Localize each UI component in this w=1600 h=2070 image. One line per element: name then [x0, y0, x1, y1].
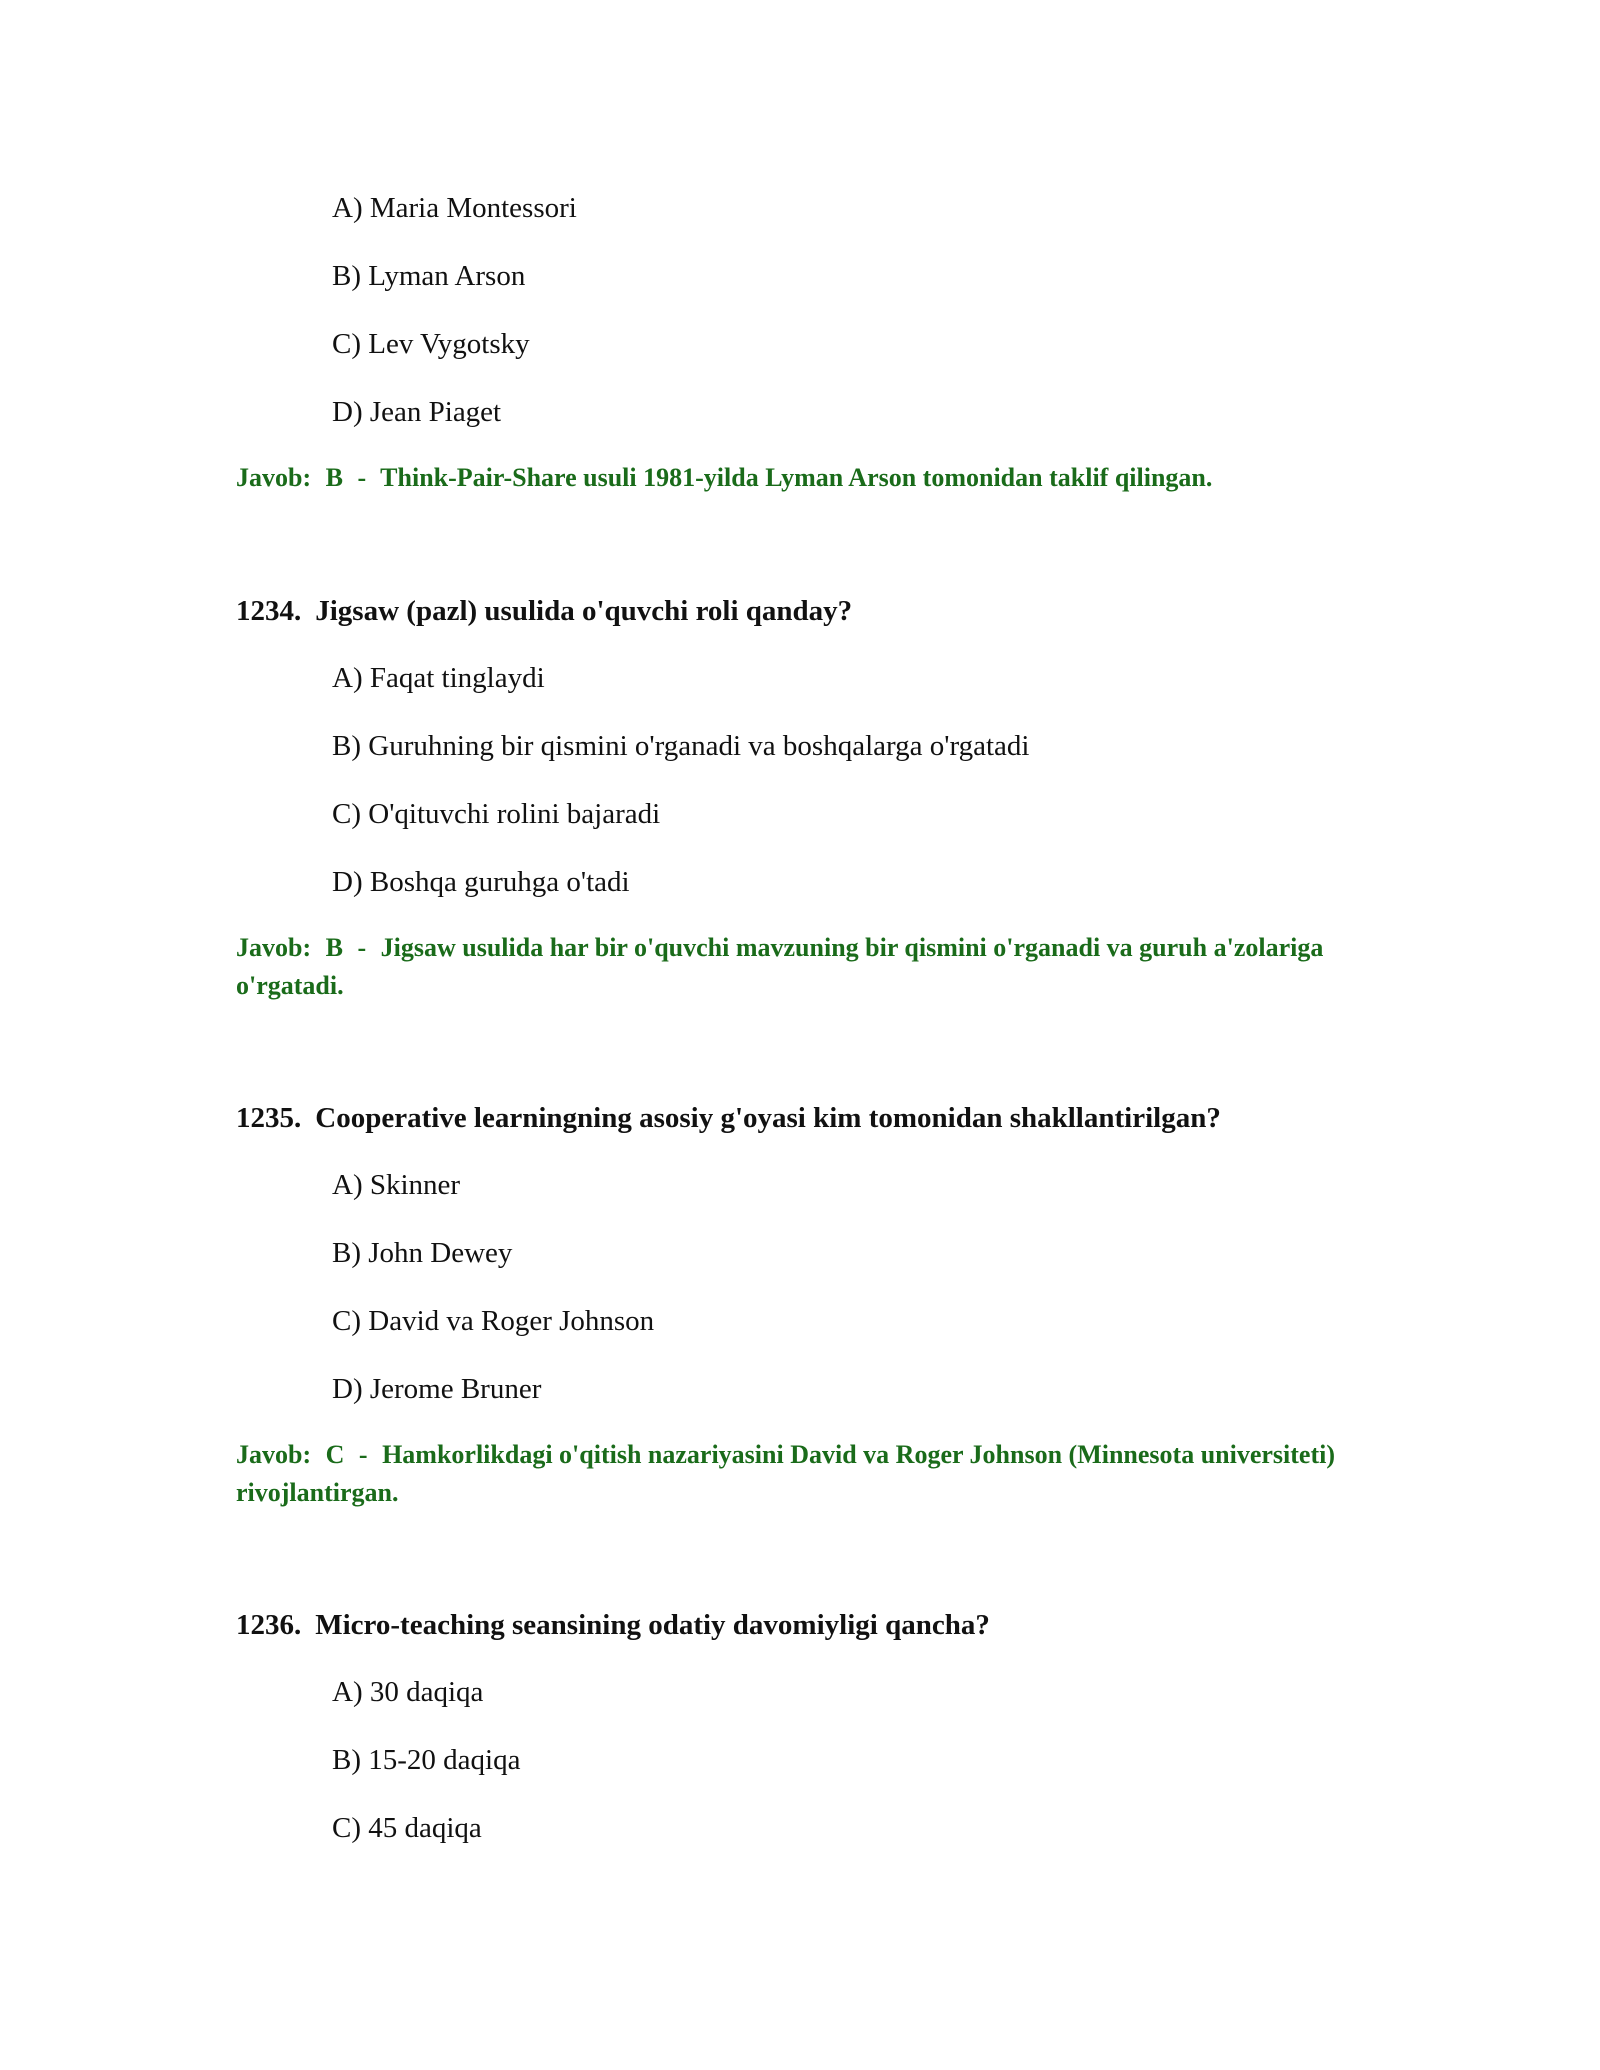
option-d: D) Boshqa guruhga o'tadi — [332, 866, 630, 898]
answer-explanation — [236, 459, 1356, 497]
answer-label: Javob: — [236, 1440, 312, 1469]
question-text: Jigsaw (pazl) usulida o'quvchi roli qanday? — [315, 595, 853, 627]
answer-letter: C — [325, 1440, 345, 1469]
option-a: A) Skinner — [332, 1169, 461, 1201]
option-b: B) 15-20 daqiqa — [332, 1744, 521, 1776]
option-c: C) David va Roger Johnson — [332, 1305, 655, 1337]
answer-letter: B — [325, 463, 343, 492]
answer-explanation — [236, 929, 1356, 1005]
answer-text: Jigsaw usulida har bir o'quvchi mavzuning bir qismini o'rganadi va guruh a'zolariga o'rgatadi. — [236, 933, 1324, 1000]
option-c: C) Lev Vygotsky — [332, 328, 530, 360]
answer-label: Javob: — [236, 933, 312, 962]
option-d: D) Jean Piaget — [332, 396, 502, 428]
option-b: B) Lyman Arson — [332, 260, 526, 292]
answer-separator: - — [357, 933, 367, 962]
answer-text: Hamkorlikdagi o'qitish nazariyasini David va Roger Johnson (Minnesota universiteti) rivojlantirgan. — [236, 1440, 1336, 1507]
answer-text: Think-Pair-Share usuli 1981-yilda Lyman Arson tomonidan taklif qilingan. — [380, 463, 1213, 492]
question-heading — [236, 593, 852, 629]
option-c: C) O'qituvchi rolini bajaradi — [332, 798, 661, 830]
question-number: 1236. — [236, 1609, 302, 1641]
option-d: D) Jerome Bruner — [332, 1373, 542, 1405]
answer-separator: - — [358, 1440, 368, 1469]
question-heading — [236, 1100, 1221, 1136]
answer-separator: - — [357, 463, 367, 492]
answer-label: Javob: — [236, 463, 312, 492]
option-a: A) Maria Montessori — [332, 192, 577, 224]
option-b: B) John Dewey — [332, 1237, 513, 1269]
question-text: Cooperative learningning asosiy g'oyasi kim tomonidan shakllantirilgan? — [315, 1102, 1221, 1134]
option-a: A) 30 daqiqa — [332, 1676, 484, 1708]
option-c: C) 45 daqiqa — [332, 1812, 482, 1844]
answer-explanation — [236, 1436, 1356, 1512]
option-b: B) Guruhning bir qismini o'rganadi va boshqalarga o'rgatadi — [332, 730, 1030, 762]
option-a: A) Faqat tinglaydi — [332, 662, 545, 694]
question-text: Micro-teaching seansining odatiy davomiyligi qancha? — [315, 1609, 990, 1641]
question-heading — [236, 1607, 990, 1643]
question-number: 1235. — [236, 1102, 302, 1134]
answer-letter: B — [325, 933, 343, 962]
question-number: 1234. — [236, 595, 302, 627]
